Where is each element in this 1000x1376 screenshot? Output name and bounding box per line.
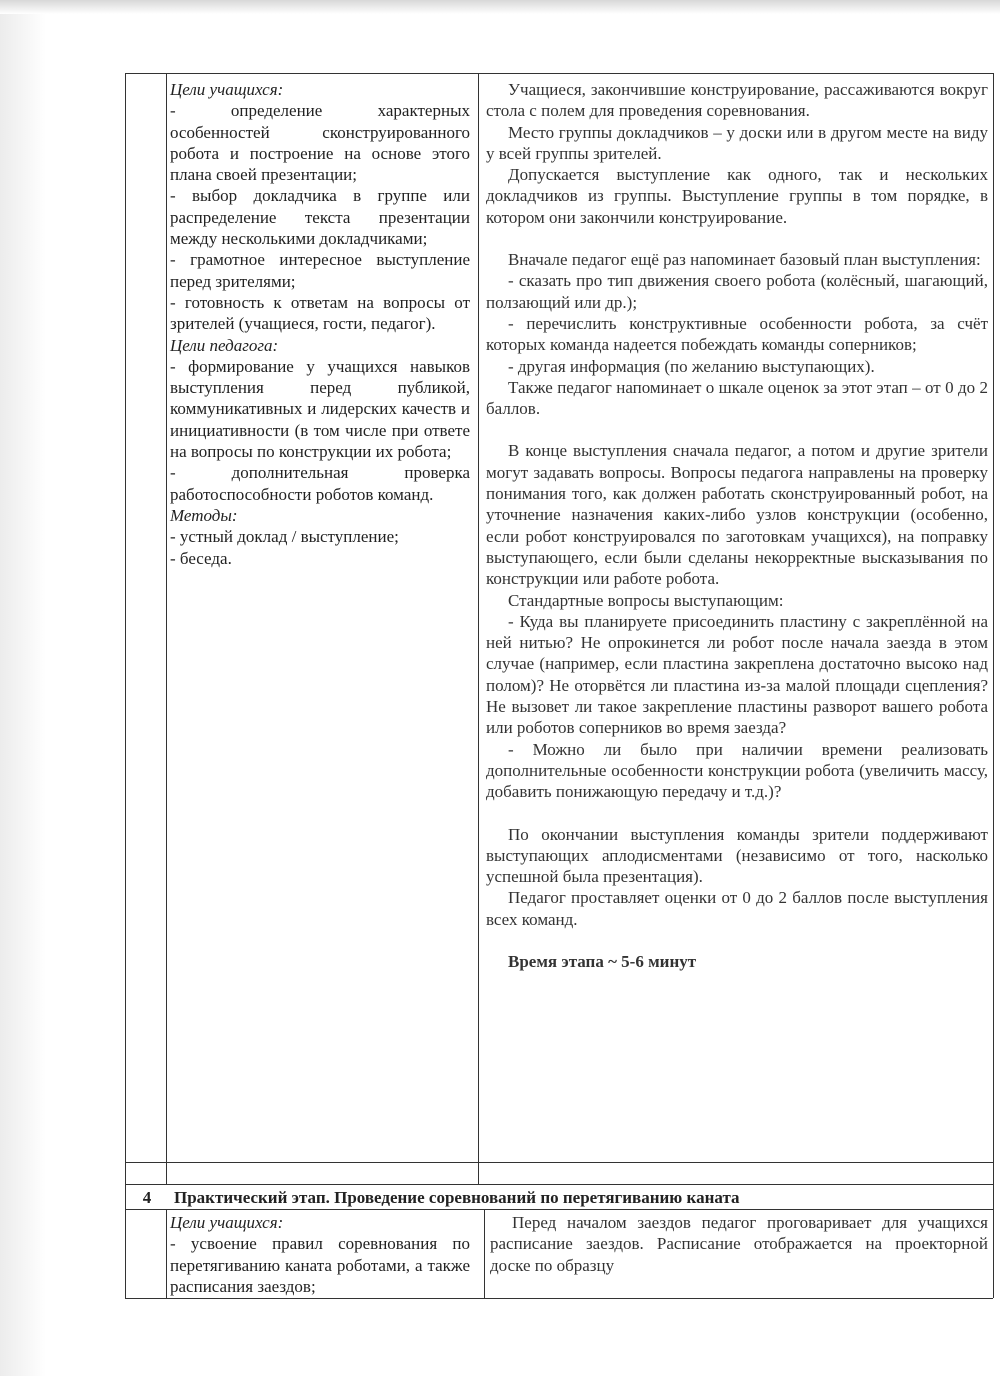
- teacher-goals-heading: Цели педагога:: [170, 335, 279, 355]
- question-item: - Можно ли было при наличии времени реализовать дополнительные особенности конструкции робота (увеличить массу, добавить понижающую передачу и т.д.)?: [486, 739, 988, 802]
- stage-title: Практический этап. Проведение соревнований по перетягиванию каната: [174, 1188, 740, 1207]
- table-bottom-border: [125, 1298, 993, 1299]
- plan-item: - другая информация (по желанию выступающих).: [508, 356, 875, 376]
- students-goal-item: - грамотное интересное выступление перед зрителями;: [170, 250, 470, 291]
- table-right-border: [993, 73, 994, 1298]
- description-paragraph: Учащиеся, закончившие конструирование, рассаживаются вокруг стола с полем для проведения соревнования.: [486, 80, 988, 121]
- column-divider: [166, 1209, 167, 1298]
- description-paragraph: Вначале педагог ещё раз напоминает базовый план выступления:: [508, 250, 981, 270]
- row3-description-cell: [486, 79, 988, 972]
- method-item: - устный доклад / выступление;: [170, 527, 399, 547]
- students-goal-item: - усвоение правил соревнования по перетягиванию каната роботами, а также расписания заездов;: [170, 1234, 470, 1296]
- row4-goals-cell: [170, 1212, 470, 1297]
- column-divider: [478, 73, 479, 1184]
- row-divider: [125, 1162, 993, 1163]
- table-left-border: [125, 73, 126, 1298]
- row-divider: [125, 1209, 993, 1210]
- description-paragraph: Допускается выступление как одного, так и нескольких докладчиков из группы. Выступление группы в том порядке, в котором они закончили конструирование.: [486, 165, 988, 227]
- column-divider: [166, 73, 167, 1184]
- description-paragraph: Место группы докладчиков – у доски или в другом месте на виду у всей группы зрителей.: [486, 122, 988, 163]
- row3-goals-cell: [170, 79, 470, 569]
- question-item: - Куда вы планируете присоединить пластину с закреплённой на ней нитью? Не опрокинется ли робот после начала заезда в этом случае (например, если пластина закреплена достаточно высоко над полом)? Не оторвётся ли пластина из-за малой площади сцепления? Не вызовет ли такое закрепление пластины разворот вашего робота или роботов соперников во время заезда?: [486, 611, 988, 738]
- students-goal-item: - выбор докладчика в группе или распределение текста презентации между несколькими докладчиками;: [170, 186, 470, 249]
- students-goal-item: - готовность к ответам на вопросы от зрителей (учащиеся, гости, педагог).: [170, 292, 470, 334]
- plan-item: - сказать про тип движения своего робота (колёсный, шагающий, ползающий или др.);: [486, 271, 988, 312]
- description-paragraph: Также педагог напоминает о шкале оценок за этот этап – от 0 до 2 баллов.: [486, 377, 988, 419]
- plan-item: - перечислить конструктивные особенности робота, за счёт которых команда надеется побеждать команды соперников;: [486, 313, 988, 355]
- column-divider: [484, 1209, 485, 1298]
- students-goal-item: - определение характерных особенностей сконструированного робота и построение на основе этого плана своей презентации;: [170, 101, 470, 185]
- teacher-goal-item: - формирование у учащихся навыков выступления перед публикой, коммуникативных и лидерских качеств и инициативности (в том числе при ответе на вопросы по конструкции их робота;: [170, 356, 470, 462]
- row-number: 4: [142, 1188, 152, 1207]
- row4-description-cell: [490, 1212, 988, 1276]
- description-paragraph: Стандартные вопросы выступающим:: [508, 590, 784, 610]
- row-divider: [125, 1184, 993, 1185]
- description-paragraph: В конце выступления сначала педагог, а потом и другие зрители могут задавать вопросы. Вопросы педагога направлены на проверку понимания того, как должен работать сконструированный робот, на уточнение назначения каких-либо узлов конструкции (особенно, если робот конструировался по заготовкам учащихся), на поправку выступающего, если были сделаны некорректные высказывания по конструкции или работе робота.: [486, 441, 988, 589]
- methods-heading: Методы:: [170, 505, 238, 525]
- method-item: - беседа.: [170, 548, 232, 568]
- students-goals-heading: Цели учащихся:: [170, 80, 284, 99]
- students-goals-heading: Цели учащихся:: [170, 1213, 284, 1232]
- description-paragraph: Педагог проставляет оценки от 0 до 2 баллов после выступления всех команд.: [486, 888, 988, 929]
- stage-time: Время этапа ~ 5-6 минут: [508, 951, 697, 971]
- table-top-border: [125, 73, 993, 74]
- description-paragraph: По окончании выступления команды зрители поддерживают выступающих аплодисментами (независимо от того, насколько успешной была презентация).: [486, 824, 988, 887]
- teacher-goal-item: - дополнительная проверка работоспособности роботов команд.: [170, 463, 470, 504]
- description-paragraph: Перед началом заездов педагог проговаривает для учащихся расписание заездов. Расписание отображается на проекторной доске по образцу: [490, 1213, 988, 1275]
